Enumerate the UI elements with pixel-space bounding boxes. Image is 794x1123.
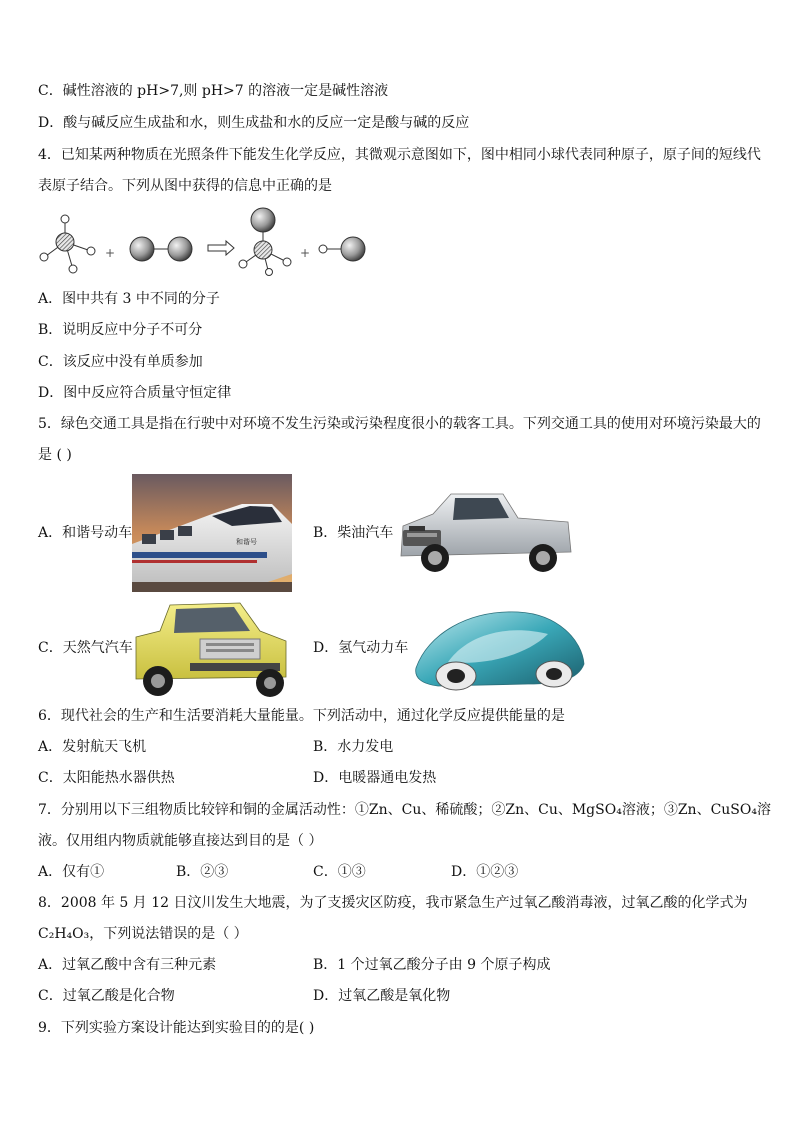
plus-sign-1: +: [105, 246, 116, 260]
diesel-pickup-truck-image: [393, 486, 573, 578]
q8-stem-line2: C₂H₄O₃，下列说法错误的是（ ）: [38, 926, 248, 942]
q4-option-a: A．图中共有 3 中不同的分子: [38, 291, 220, 307]
q7-option-c: C．①③: [313, 864, 366, 880]
high-speed-train-image: [132, 474, 292, 592]
q7-option-a: A．仅有①: [38, 864, 105, 880]
q3-option-d: D．酸与碱反应生成盐和水，则生成盐和水的反应一定是酸与碱的反应: [38, 115, 470, 131]
q4-option-b: B．说明反应中分子不可分: [38, 322, 203, 338]
q6-option-d: D．电暖器通电发热: [313, 770, 437, 786]
q8-option-c: C．过氧乙酸是化合物: [38, 988, 175, 1004]
q5-option-d: D．氢气动力车: [313, 640, 409, 656]
q6-option-b: B．水力发电: [313, 739, 394, 755]
q9-stem: 9．下列实验方案设计能达到实验目的的是( ): [38, 1020, 315, 1036]
plus-sign-2: +: [300, 246, 311, 260]
q5-option-b: B．柴油汽车: [313, 525, 394, 541]
q5-option-c: C．天然气汽车: [38, 640, 133, 656]
chloromethane-molecule: [239, 208, 291, 276]
q5-option-a: A．和谐号动车: [38, 525, 133, 541]
q5-stem-line1: 5．绿色交通工具是指在行驶中对环境不发生污染或污染程度很小的载客工具。下列交通工具的使用对环境污染最大的: [38, 416, 761, 432]
natural-gas-suv-image: [130, 601, 290, 699]
q8-stem-line1: 8．2008 年 5 月 12 日汶川发生大地震，为了支援灾区防疫，我市紧急生产过氧乙酸消毒液，过氧乙酸的化学式为: [38, 895, 748, 911]
q8-option-d: D．过氧乙酸是氧化物: [313, 988, 451, 1004]
q8-option-a: A．过氧乙酸中含有三种元素: [38, 957, 217, 973]
q4-option-c: C．该反应中没有单质参加: [38, 354, 203, 370]
q7-stem-line1: 7．分别用以下三组物质比较锌和铜的金属活动性：①Zn、Cu、稀硫酸；②Zn、Cu、MgSO₄溶液；③Zn、CuSO₄溶: [38, 802, 771, 818]
train-name-label: 和谐号: [236, 538, 257, 546]
q6-option-c: C．太阳能热水器供热: [38, 770, 175, 786]
q5-stem-line2: 是 ( ): [38, 447, 72, 463]
q3-option-c: C．碱性溶液的 pH>7,则 pH>7 的溶液一定是碱性溶液: [38, 83, 389, 99]
q4-option-d: D．图中反应符合质量守恒定律: [38, 385, 232, 401]
q6-option-a: A．发射航天飞机: [38, 739, 147, 755]
q4-reaction-diagram: [36, 204, 376, 276]
q7-option-d: D．①②③: [451, 864, 519, 880]
q7-stem-line2: 液。仅用组内物质就能够直接达到目的是（ ）: [38, 833, 323, 849]
q7-option-b: B．②③: [176, 864, 229, 880]
hydrogen-concept-car-image: [408, 604, 586, 698]
q4-stem-line2: 表原子结合。下列从图中获得的信息中正确的是: [38, 178, 332, 194]
methane-molecule: [40, 215, 95, 273]
reaction-arrow-icon: [208, 241, 234, 255]
q4-stem-line1: 4．已知某两种物质在光照条件下能发生化学反应，其微观示意图如下，图中相同小球代表同种原子，原子间的短线代: [38, 147, 761, 163]
q6-stem: 6．现代社会的生产和生活要消耗大量能量。下列活动中，通过化学反应提供能量的是: [38, 708, 565, 724]
chlorine-molecule: [130, 237, 192, 261]
q8-option-b: B．1 个过氧乙酸分子由 9 个原子构成: [313, 957, 551, 973]
hydrogen-chloride-molecule: [319, 237, 365, 261]
